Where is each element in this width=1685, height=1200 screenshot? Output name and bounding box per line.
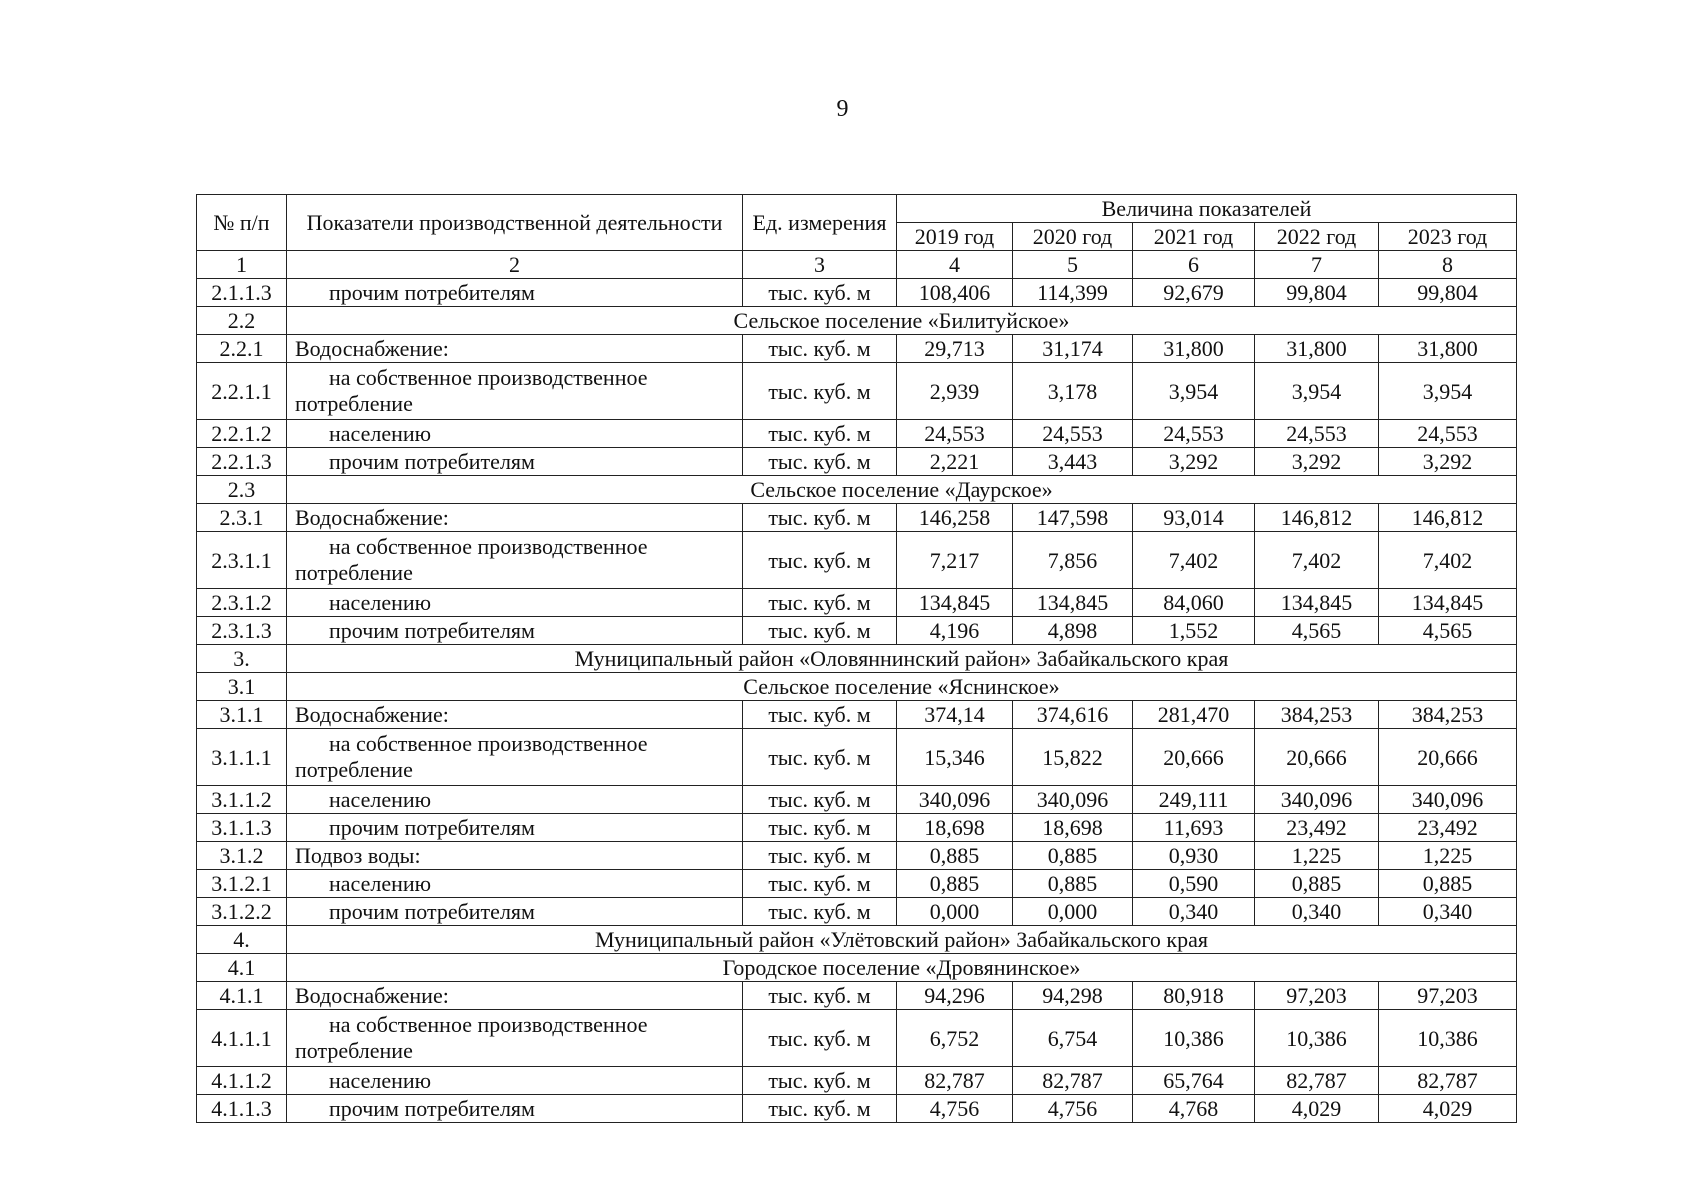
- row-number: 4.1.1: [197, 982, 287, 1010]
- indicator-label: Водоснабжение:: [287, 982, 743, 1010]
- value-cell: 93,014: [1133, 504, 1255, 532]
- value-cell: 23,492: [1379, 814, 1517, 842]
- indicator-label: населению: [287, 870, 743, 898]
- value-cell: 10,386: [1255, 1010, 1379, 1067]
- section-row: [197, 307, 1517, 335]
- value-cell: 0,340: [1133, 898, 1255, 926]
- unit-cell: тыс. куб. м: [743, 814, 897, 842]
- row-number: 2.3.1: [197, 504, 287, 532]
- row-number: 2.3.1.3: [197, 617, 287, 645]
- table-body: [197, 279, 1517, 1123]
- value-cell: 4,196: [897, 617, 1013, 645]
- table-row: [197, 982, 1517, 1010]
- indicator-label: Водоснабжение:: [287, 335, 743, 363]
- value-cell: 0,000: [1013, 898, 1133, 926]
- header-indicator: Показатели производственной деятельности: [287, 195, 743, 251]
- value-cell: 97,203: [1379, 982, 1517, 1010]
- value-cell: 7,856: [1013, 532, 1133, 589]
- value-cell: 3,292: [1133, 448, 1255, 476]
- value-cell: 24,553: [1013, 420, 1133, 448]
- indicator-label: Водоснабжение:: [287, 701, 743, 729]
- row-number: 3.1.2: [197, 842, 287, 870]
- table-row: [197, 814, 1517, 842]
- table-row: [197, 729, 1517, 786]
- row-number: 2.2.1.2: [197, 420, 287, 448]
- row-number: 2.2.1: [197, 335, 287, 363]
- value-cell: 80,918: [1133, 982, 1255, 1010]
- value-cell: 31,800: [1379, 335, 1517, 363]
- column-number: 4: [897, 251, 1013, 279]
- unit-cell: тыс. куб. м: [743, 617, 897, 645]
- value-cell: 82,787: [897, 1067, 1013, 1095]
- row-number: 3.1.1.1: [197, 729, 287, 786]
- indicator-label: населению: [287, 420, 743, 448]
- value-cell: 97,203: [1255, 982, 1379, 1010]
- section-row: [197, 645, 1517, 673]
- value-cell: 6,752: [897, 1010, 1013, 1067]
- value-cell: 3,292: [1379, 448, 1517, 476]
- value-cell: 4,029: [1379, 1095, 1517, 1123]
- value-cell: 4,756: [897, 1095, 1013, 1123]
- value-cell: 374,14: [897, 701, 1013, 729]
- header-values-group: Величина показателей: [897, 195, 1517, 223]
- value-cell: 31,800: [1255, 335, 1379, 363]
- value-cell: 4,029: [1255, 1095, 1379, 1123]
- row-number: 2.1.1.3: [197, 279, 287, 307]
- value-cell: 82,787: [1013, 1067, 1133, 1095]
- value-cell: 134,845: [1255, 589, 1379, 617]
- value-cell: 94,296: [897, 982, 1013, 1010]
- value-cell: 29,713: [897, 335, 1013, 363]
- table-row: [197, 842, 1517, 870]
- value-cell: 15,822: [1013, 729, 1133, 786]
- section-row: [197, 926, 1517, 954]
- value-cell: 2,221: [897, 448, 1013, 476]
- column-number: 8: [1379, 251, 1517, 279]
- column-number: 3: [743, 251, 897, 279]
- indicator-label: на собственное производственное потребление: [287, 1010, 743, 1067]
- value-cell: 24,553: [1255, 420, 1379, 448]
- header-year: 2020 год: [1013, 223, 1133, 251]
- table-row: [197, 589, 1517, 617]
- value-cell: 249,111: [1133, 786, 1255, 814]
- value-cell: 6,754: [1013, 1010, 1133, 1067]
- row-number: 3.1.1.3: [197, 814, 287, 842]
- value-cell: 3,443: [1013, 448, 1133, 476]
- value-cell: 4,756: [1013, 1095, 1133, 1123]
- value-cell: 23,492: [1255, 814, 1379, 842]
- value-cell: 340,096: [1255, 786, 1379, 814]
- value-cell: 31,174: [1013, 335, 1133, 363]
- value-cell: 384,253: [1255, 701, 1379, 729]
- table-row: [197, 1010, 1517, 1067]
- indicators-table: [196, 194, 1517, 1123]
- indicator-label: населению: [287, 589, 743, 617]
- value-cell: 15,346: [897, 729, 1013, 786]
- value-cell: 7,217: [897, 532, 1013, 589]
- unit-cell: тыс. куб. м: [743, 842, 897, 870]
- unit-cell: тыс. куб. м: [743, 532, 897, 589]
- value-cell: 82,787: [1255, 1067, 1379, 1095]
- value-cell: 114,399: [1013, 279, 1133, 307]
- unit-cell: тыс. куб. м: [743, 870, 897, 898]
- indicator-label: прочим потребителям: [287, 1095, 743, 1123]
- row-number: 2.2.1.3: [197, 448, 287, 476]
- value-cell: 4,565: [1255, 617, 1379, 645]
- value-cell: 0,340: [1379, 898, 1517, 926]
- unit-cell: тыс. куб. м: [743, 504, 897, 532]
- value-cell: 99,804: [1379, 279, 1517, 307]
- table-row: [197, 870, 1517, 898]
- value-cell: 4,768: [1133, 1095, 1255, 1123]
- column-number: 6: [1133, 251, 1255, 279]
- row-number: 2.3.1.2: [197, 589, 287, 617]
- unit-cell: тыс. куб. м: [743, 420, 897, 448]
- value-cell: 134,845: [897, 589, 1013, 617]
- table-row: [197, 701, 1517, 729]
- row-number: 3.: [197, 645, 287, 673]
- value-cell: 99,804: [1255, 279, 1379, 307]
- value-cell: 147,598: [1013, 504, 1133, 532]
- unit-cell: тыс. куб. м: [743, 448, 897, 476]
- table-row: [197, 448, 1517, 476]
- column-number: 1: [197, 251, 287, 279]
- value-cell: 24,553: [1133, 420, 1255, 448]
- value-cell: 1,225: [1379, 842, 1517, 870]
- value-cell: 18,698: [897, 814, 1013, 842]
- value-cell: 3,954: [1133, 363, 1255, 420]
- value-cell: 1,552: [1133, 617, 1255, 645]
- row-number: 2.2: [197, 307, 287, 335]
- value-cell: 374,616: [1013, 701, 1133, 729]
- value-cell: 20,666: [1255, 729, 1379, 786]
- value-cell: 24,553: [897, 420, 1013, 448]
- row-number: 4.: [197, 926, 287, 954]
- page-number: 9: [836, 96, 849, 122]
- value-cell: 20,666: [1133, 729, 1255, 786]
- value-cell: 384,253: [1379, 701, 1517, 729]
- section-title: Сельское поселение «Билитуйское»: [287, 307, 1517, 335]
- value-cell: 146,258: [897, 504, 1013, 532]
- value-cell: 4,565: [1379, 617, 1517, 645]
- unit-cell: тыс. куб. м: [743, 898, 897, 926]
- value-cell: 11,693: [1133, 814, 1255, 842]
- section-title: Муниципальный район «Оловяннинский район» Забайкальского края: [287, 645, 1517, 673]
- value-cell: 340,096: [1379, 786, 1517, 814]
- unit-cell: тыс. куб. м: [743, 279, 897, 307]
- row-number: 3.1: [197, 673, 287, 701]
- column-numbers-row: [197, 251, 1517, 279]
- value-cell: 0,885: [1379, 870, 1517, 898]
- table-row: [197, 279, 1517, 307]
- value-cell: 7,402: [1255, 532, 1379, 589]
- value-cell: 92,679: [1133, 279, 1255, 307]
- value-cell: 281,470: [1133, 701, 1255, 729]
- row-number: 3.1.1.2: [197, 786, 287, 814]
- unit-cell: тыс. куб. м: [743, 1067, 897, 1095]
- value-cell: 3,954: [1379, 363, 1517, 420]
- value-cell: 20,666: [1379, 729, 1517, 786]
- indicator-label: населению: [287, 1067, 743, 1095]
- indicator-label: прочим потребителям: [287, 898, 743, 926]
- table-row: [197, 617, 1517, 645]
- header-year: 2022 год: [1255, 223, 1379, 251]
- value-cell: 0,885: [1013, 842, 1133, 870]
- value-cell: 84,060: [1133, 589, 1255, 617]
- unit-cell: тыс. куб. м: [743, 589, 897, 617]
- table-row: [197, 363, 1517, 420]
- value-cell: 134,845: [1379, 589, 1517, 617]
- table-row: [197, 335, 1517, 363]
- section-row: [197, 476, 1517, 504]
- value-cell: 10,386: [1379, 1010, 1517, 1067]
- value-cell: 0,000: [897, 898, 1013, 926]
- value-cell: 94,298: [1013, 982, 1133, 1010]
- unit-cell: тыс. куб. м: [743, 363, 897, 420]
- table-row: [197, 532, 1517, 589]
- section-row: [197, 673, 1517, 701]
- table-row: [197, 786, 1517, 814]
- indicator-label: прочим потребителям: [287, 448, 743, 476]
- unit-cell: тыс. куб. м: [743, 786, 897, 814]
- row-number: 2.3.1.1: [197, 532, 287, 589]
- table-row: [197, 504, 1517, 532]
- value-cell: 4,898: [1013, 617, 1133, 645]
- row-number: 3.1.2.1: [197, 870, 287, 898]
- value-cell: 340,096: [1013, 786, 1133, 814]
- table-row: [197, 420, 1517, 448]
- value-cell: 108,406: [897, 279, 1013, 307]
- value-cell: 3,954: [1255, 363, 1379, 420]
- unit-cell: тыс. куб. м: [743, 335, 897, 363]
- section-row: [197, 954, 1517, 982]
- section-title: Сельское поселение «Даурское»: [287, 476, 1517, 504]
- indicator-label: населению: [287, 786, 743, 814]
- value-cell: 7,402: [1133, 532, 1255, 589]
- value-cell: 0,590: [1133, 870, 1255, 898]
- row-number: 4.1: [197, 954, 287, 982]
- value-cell: 340,096: [897, 786, 1013, 814]
- row-number: 2.2.1.1: [197, 363, 287, 420]
- section-title: Городское поселение «Дровянинское»: [287, 954, 1517, 982]
- unit-cell: тыс. куб. м: [743, 729, 897, 786]
- value-cell: 0,885: [1255, 870, 1379, 898]
- value-cell: 3,292: [1255, 448, 1379, 476]
- indicator-label: на собственное производственное потребление: [287, 729, 743, 786]
- indicator-label: Подвоз воды:: [287, 842, 743, 870]
- value-cell: 134,845: [1013, 589, 1133, 617]
- indicator-label: прочим потребителям: [287, 814, 743, 842]
- unit-cell: тыс. куб. м: [743, 1010, 897, 1067]
- value-cell: 1,225: [1255, 842, 1379, 870]
- row-number: 2.3: [197, 476, 287, 504]
- value-cell: 146,812: [1379, 504, 1517, 532]
- value-cell: 0,885: [1013, 870, 1133, 898]
- row-number: 4.1.1.3: [197, 1095, 287, 1123]
- value-cell: 0,930: [1133, 842, 1255, 870]
- indicator-label: на собственное производственное потребление: [287, 363, 743, 420]
- value-cell: 10,386: [1133, 1010, 1255, 1067]
- value-cell: 31,800: [1133, 335, 1255, 363]
- column-number: 2: [287, 251, 743, 279]
- indicator-label: прочим потребителям: [287, 617, 743, 645]
- row-number: 3.1.1: [197, 701, 287, 729]
- header-year: 2021 год: [1133, 223, 1255, 251]
- table-row: [197, 1095, 1517, 1123]
- indicator-label: прочим потребителям: [287, 279, 743, 307]
- row-number: 3.1.2.2: [197, 898, 287, 926]
- unit-cell: тыс. куб. м: [743, 701, 897, 729]
- header-num: № п/п: [197, 195, 287, 251]
- header-row: [197, 195, 1517, 223]
- header-unit: Ед. измерения: [743, 195, 897, 251]
- value-cell: 7,402: [1379, 532, 1517, 589]
- indicator-label: на собственное производственное потребление: [287, 532, 743, 589]
- value-cell: 146,812: [1255, 504, 1379, 532]
- row-number: 4.1.1.1: [197, 1010, 287, 1067]
- section-title: Сельское поселение «Яснинское»: [287, 673, 1517, 701]
- value-cell: 0,885: [897, 842, 1013, 870]
- indicator-label: Водоснабжение:: [287, 504, 743, 532]
- value-cell: 82,787: [1379, 1067, 1517, 1095]
- section-title: Муниципальный район «Улётовский район» Забайкальского края: [287, 926, 1517, 954]
- table-row: [197, 898, 1517, 926]
- value-cell: 24,553: [1379, 420, 1517, 448]
- value-cell: 0,340: [1255, 898, 1379, 926]
- value-cell: 0,885: [897, 870, 1013, 898]
- unit-cell: тыс. куб. м: [743, 982, 897, 1010]
- column-number: 5: [1013, 251, 1133, 279]
- value-cell: 2,939: [897, 363, 1013, 420]
- value-cell: 3,178: [1013, 363, 1133, 420]
- value-cell: 18,698: [1013, 814, 1133, 842]
- column-number: 7: [1255, 251, 1379, 279]
- header-year: 2019 год: [897, 223, 1013, 251]
- table-row: [197, 1067, 1517, 1095]
- header-year: 2023 год: [1379, 223, 1517, 251]
- unit-cell: тыс. куб. м: [743, 1095, 897, 1123]
- row-number: 4.1.1.2: [197, 1067, 287, 1095]
- value-cell: 65,764: [1133, 1067, 1255, 1095]
